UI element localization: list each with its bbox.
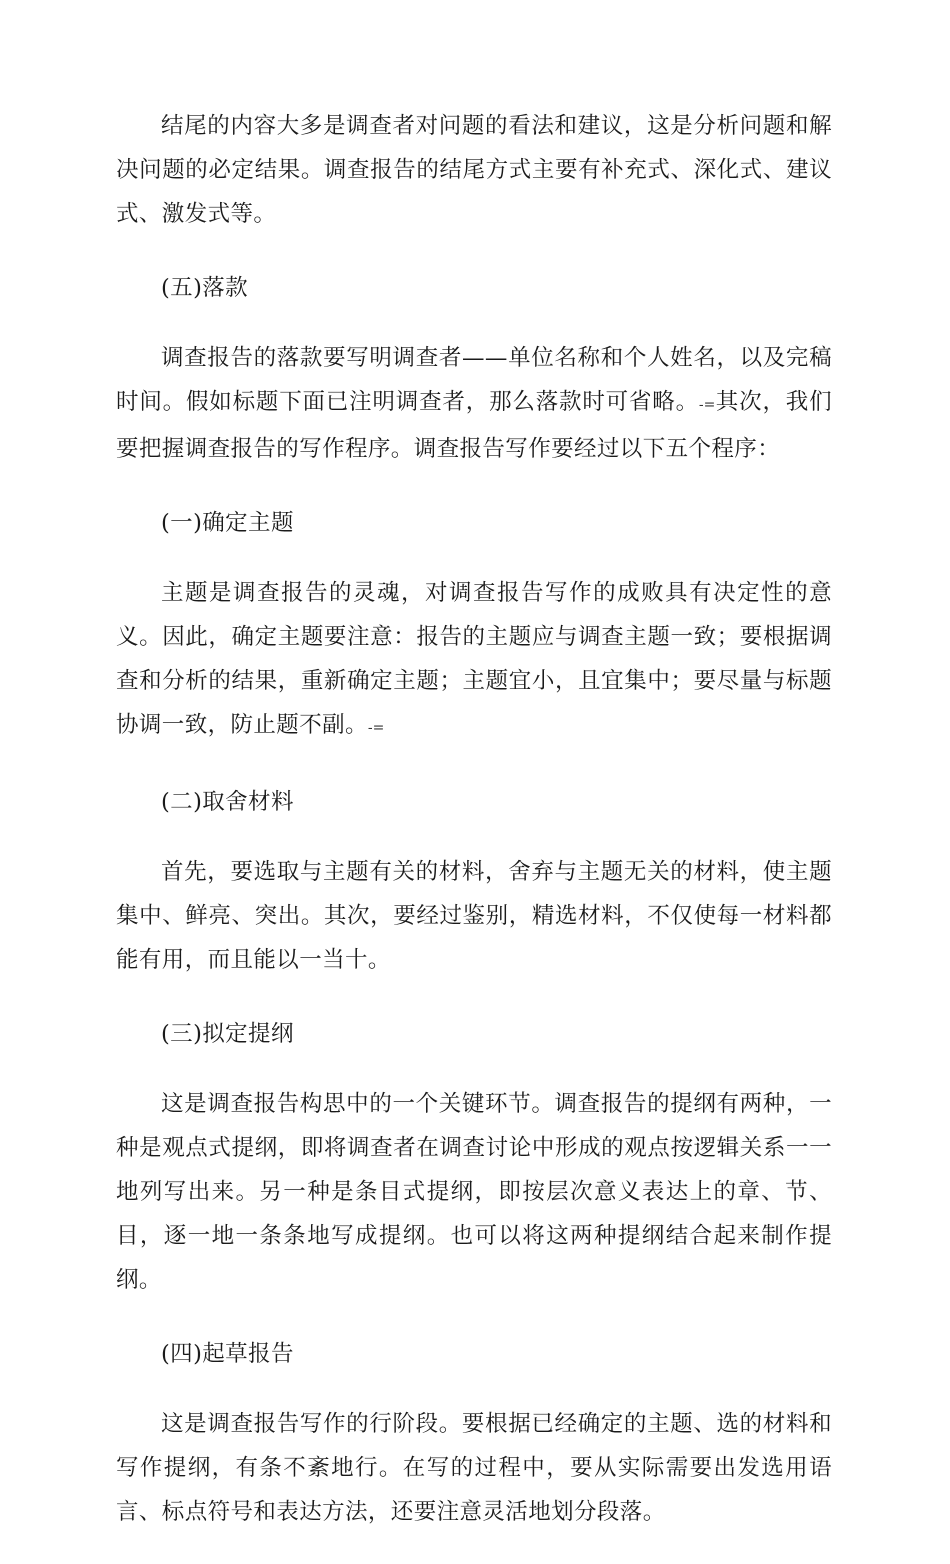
- paragraph-draft: 这是调查报告写作的行阶段。要根据已经确定的主题、选的材料和写作提纲，有条不紊地行。在写的过程中，要从实际需要出发选用语言、标点符号和表达方法，还要注意灵活地划分段落。: [116, 1411, 832, 1525]
- paragraph-conclusion: 结尾的内容大多是调查者对问题的看法和建议，这是分析问题和解决问题的必定结果。调查报告的结尾方式主要有补充式、深化式、建议式、激发式等。: [116, 113, 832, 227]
- paragraph-procedure-intro: 其次，我们要把握调查报告的写作程序。调查报告写作要经过以下五个程序：: [116, 389, 832, 462]
- paragraph-signature-text: 调查报告的落款要写明调查者——单位名称和个人姓名，以及完稿时间。假如标题下面已注明调查者，那么落款时可省略。: [116, 345, 832, 415]
- section-heading-signature: (五)落款: [161, 275, 249, 301]
- section-heading-draft: (四)起草报告: [161, 1341, 294, 1367]
- paragraph-theme: [116, 571, 832, 750]
- edit-mark: -=: [367, 720, 385, 736]
- edit-mark: -=: [698, 397, 716, 413]
- section-heading-materials: (二)取舍材料: [161, 789, 294, 815]
- paragraph-theme-text: 主题是调查报告的灵魂，对调查报告写作的成败具有决定性的意义。因此，确定主题要注意：报告的主题应与调查主题一致；要根据调查和分析的结果，重新确定主题；主题宜小，且宜集中；要尽量与标题协调一致，防止题不副。: [116, 580, 832, 738]
- document-page: [116, 104, 832, 1564]
- paragraph-materials: 首先，要选取与主题有关的材料，舍弃与主题无关的材料，使主题集中、鲜亮、突出。其次，要经过鉴别，精选材料，不仅使每一材料都能有用，而且能以一当十。: [116, 859, 832, 973]
- paragraph-outline: 这是调查报告构思中的一个关键环节。调查报告的提纲有两种，一种是观点式提纲，即将调查者在调查讨论中形成的观点按逻辑关系一一地列写出来。另一种是条目式提纲，即按层次意义表达上的章、节、目，逐一地一条条地写成提纲。也可以将这两种提纲结合起来制作提纲。: [116, 1091, 832, 1293]
- paragraph-signature: [116, 336, 832, 471]
- section-heading-outline: (三)拟定提纲: [161, 1021, 294, 1047]
- section-heading-theme: (一)确定主题: [161, 510, 294, 536]
